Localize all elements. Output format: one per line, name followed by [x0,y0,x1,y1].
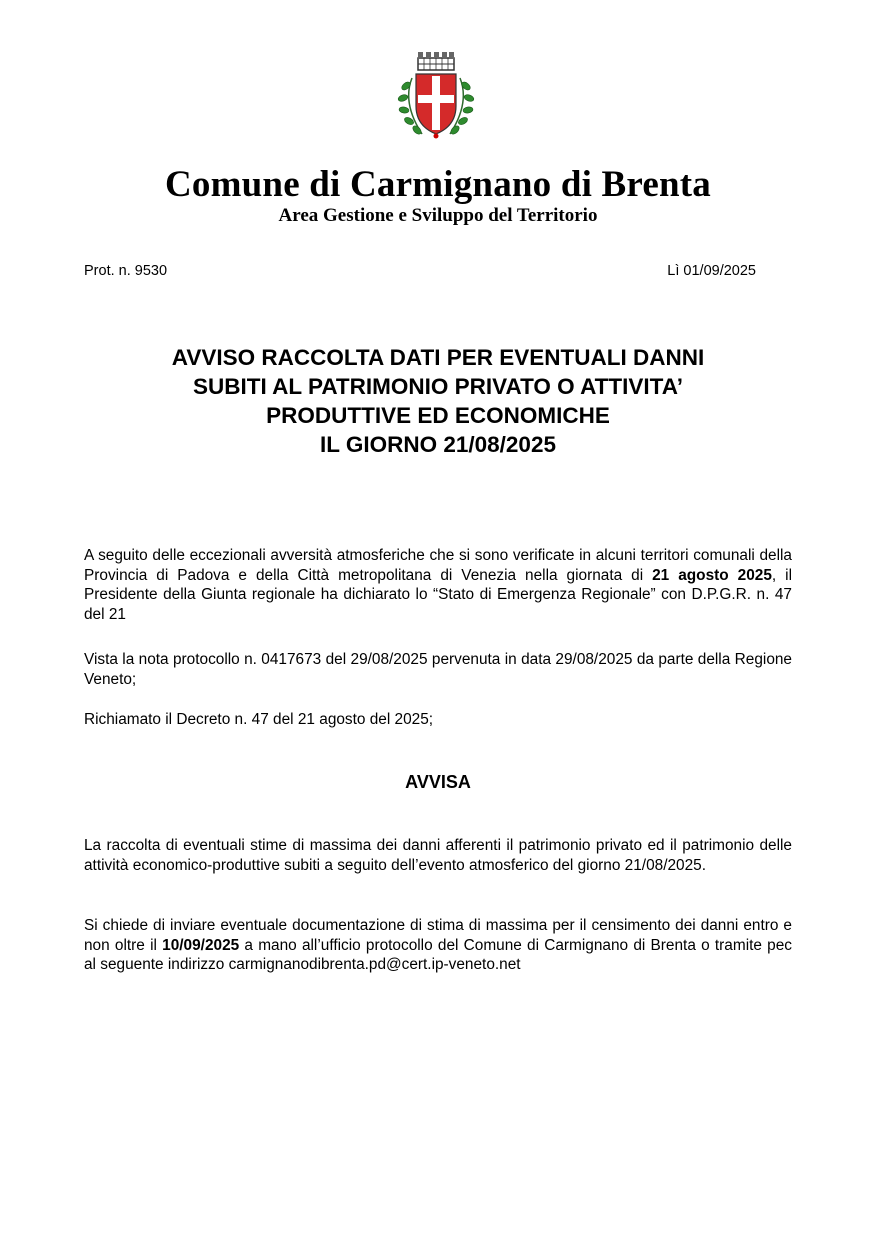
section-heading-avvisa: AVVISA [405,772,471,792]
organization-department: Area Gestione e Sviluppo del Territorio [278,205,598,226]
text-segment: , il Presidente della Giunta regionale ha dichiarato lo “Stato di Emergenza Regionale” con D.P.G.R. n. 47 del 21 [84,566,792,623]
paragraph-decree: Richiamato il Decreto n. 47 del 21 agosto del 2025; [84,711,434,728]
paragraph-emergency-declaration [84,546,792,624]
title-line: SUBITI AL PATRIMONIO PRIVATO O ATTIVITA’ [192,374,683,399]
text-segment: A seguito delle eccezionali avversità atmosferiche che si sono verificate in alcuni territori comunali della Provincia di Padova e della Città metropolitana di Venezia nella giornata di [84,547,792,584]
emphasized-date: 21 agosto 2025 [652,566,772,584]
notice-title [0,343,876,459]
protocol-number: Prot. n. 9530 [84,263,168,279]
text-segment: Si chiede di inviare eventuale documentazione di stima di massima per il censimento dei danni entro e non oltre il [84,917,792,954]
title-line: AVVISO RACCOLTA DATI PER EVENTUALI DANNI [171,345,705,370]
paragraph-damage-collection: La raccolta di eventuali stime di massima dei danni afferenti il patrimonio privato ed il patrimonio delle attività economico-produttive subiti a seguito dell’evento atmosferico del giorno 21/08/2025. [84,837,792,874]
text-segment: a mano all’ufficio protocollo del Comune di Carmignano di Brenta o tramite pec al seguente indirizzo carmignanodibrenta.pd@cert.ip-veneto.net [84,936,792,974]
emphasized-deadline: 10/09/2025 [162,936,240,954]
organization-name: Comune di Carmignano di Brenta [165,164,711,205]
paragraph-protocol-note: Vista la nota protocollo n. 0417673 del 29/08/2025 pervenuta in data 29/08/2025 da parte della Regione Veneto; [84,651,792,688]
title-line: IL GIORNO 21/08/2025 [320,432,556,457]
paragraph-submission-instructions [84,916,792,975]
municipal-crest-logo [388,48,484,144]
shield-icon [416,74,456,134]
title-line: PRODUTTIVE ED ECONOMICHE [266,403,610,428]
crown-icon [418,52,454,70]
document-date: Lì 01/09/2025 [667,263,756,279]
